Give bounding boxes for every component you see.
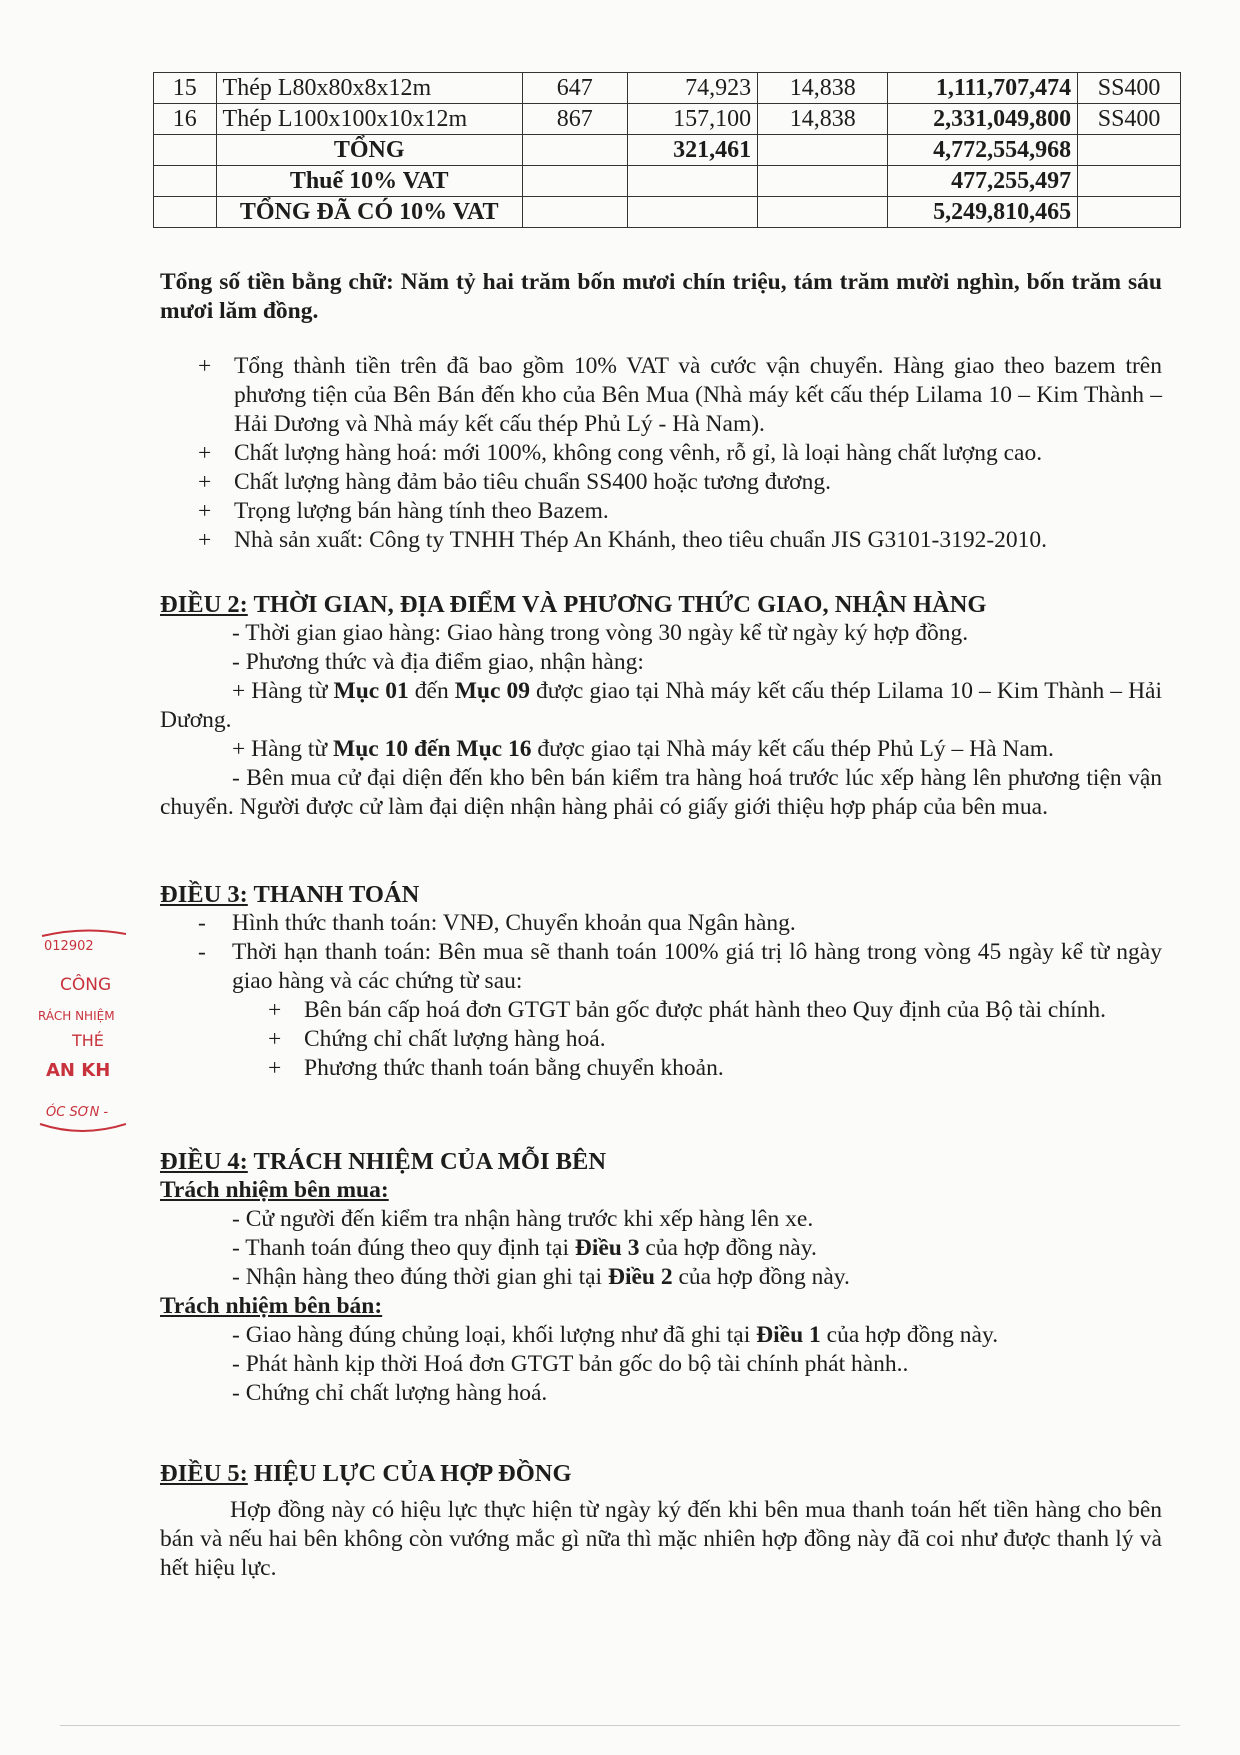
page-divider [60, 1725, 1180, 1726]
list-item: + Trọng lượng bán hàng tính theo Bazem. [198, 498, 609, 524]
buyer-responsibility-title: Trách nhiệm bên mua: [160, 1177, 389, 1203]
total-amount: 4,772,554,968 [888, 135, 1078, 166]
item-standard: SS400 [1078, 104, 1181, 135]
table-row [154, 73, 1181, 104]
list-item: + Chất lượng hàng đảm bảo tiêu chuẩn SS400 hoặc tương đương. [198, 469, 831, 495]
row-number: 16 [154, 104, 217, 135]
article-5-heading: ĐIỀU 5: HIỆU LỰC CỦA HỢP ĐỒNG [160, 1460, 572, 1487]
vat-label: Thuế 10% VAT [216, 166, 522, 197]
row-number: 15 [154, 73, 217, 104]
svg-text:CÔNG: CÔNG [60, 975, 112, 995]
item-name: Thép L80x80x8x12m [216, 73, 522, 104]
grand-total-label: TỔNG ĐÃ CÓ 10% VAT [216, 197, 522, 228]
list-item: + Phương thức thanh toán bằng chuyển khoản. [268, 1055, 724, 1081]
article-4-heading: ĐIỀU 4: TRÁCH NHIỆM CỦA MỖI BÊN [160, 1148, 607, 1175]
item-amount: 1,111,707,474 [888, 73, 1078, 104]
list-item: - Thời hạn thanh toán: Bên mua sẽ thanh toán 100% giá trị lô hàng trong vòng 45 ngày kể từ ngày giao hàng và các chứng từ sau: [198, 939, 1162, 994]
total-weight: 321,461 [627, 135, 757, 166]
list-item: + Bên bán cấp hoá đơn GTGT bản gốc được phát hành theo Quy định của Bộ tài chính. [268, 997, 1107, 1023]
seller-responsibility-title: Trách nhiệm bên bán: [160, 1293, 383, 1319]
total-row [154, 135, 1181, 166]
item-standard: SS400 [1078, 73, 1181, 104]
article-2-heading: ĐIỀU 2: THỜI GIAN, ĐỊA ĐIỂM VÀ PHƯƠNG THỨC GIAO, NHẬN HÀNG [160, 591, 987, 618]
article-3-heading: ĐIỀU 3: THANH TOÁN [160, 881, 420, 908]
company-stamp [34, 928, 126, 1138]
svg-text:AN KH: AN KH [46, 1060, 111, 1081]
amount-in-words: Tổng số tiền bằng chữ: Năm tỷ hai trăm bốn mươi chín triệu, tám trăm mười nghìn, bốn trăm sáu mươi lăm đồng. [160, 269, 1162, 324]
svg-text:ÓC SƠN -: ÓC SƠN - [46, 1105, 109, 1120]
goods-table [153, 72, 1181, 228]
svg-text:012902: 012902 [44, 939, 94, 954]
article-4: ĐIỀU 4: TRÁCH NHIỆM CỦA MỖI BÊN Trách nhiệm bên mua: - Cử người đến kiểm tra nhận hàng trước khi xếp hàng lên xe. - Thanh toán đúng theo quy định tại Điều 3 của hợp đồng này. - Nhận hàng theo đúng thời gian ghi tại Điều 2 của hợp đồng này. Trách nhiệm bên bán: - Giao hàng đúng chủng loại, khối lượng như đã ghi tại Điều 1 của hợp đồng này. - Phát hành kịp thời Hoá đơn GTGT bản gốc do bộ tài chính phát hành.. - Chứng chỉ chất lượng hàng hoá. [160, 1147, 1162, 1408]
grand-total-amount: 5,249,810,465 [888, 197, 1078, 228]
item-quantity: 867 [522, 104, 627, 135]
item-weight: 74,923 [627, 73, 757, 104]
vat-row [154, 166, 1181, 197]
table-row [154, 104, 1181, 135]
article-5: ĐIỀU 5: HIỆU LỰC CỦA HỢP ĐỒNG Hợp đồng này có hiệu lực thực hiện từ ngày ký đến khi bên mua thanh toán hết tiền hàng cho bên bán và nếu hai bên không còn vướng mắc gì nữa thì mặc nhiên hợp đồng này đã coi như được thanh lý và hết hiệu lực. [160, 1460, 1162, 1581]
list-item: + Tổng thành tiền trên đã bao gồm 10% VAT và cước vận chuyển. Hàng giao theo bazem trên phương tiện của Bên Bán đến kho của Bên Mua (Nhà máy kết cấu thép Lilama 10 – Kim Thành – Hải Dương và Nhà máy kết cấu thép Phủ Lý - Hà Nam). [198, 353, 1162, 437]
item-amount: 2,331,049,800 [888, 104, 1078, 135]
svg-text:THÉ: THÉ [72, 1031, 104, 1050]
grand-total-row [154, 197, 1181, 228]
notes-list [160, 352, 1162, 555]
total-label: TỔNG [216, 135, 522, 166]
item-weight: 157,100 [627, 104, 757, 135]
list-item: + Chất lượng hàng hoá: mới 100%, không cong vênh, rỗ gỉ, là loại hàng chất lượng cao. [198, 440, 1043, 466]
list-item: - Hình thức thanh toán: VNĐ, Chuyển khoản qua Ngân hàng. [198, 910, 796, 936]
svg-text:RÁCH NHIỆM: RÁCH NHIỆM [38, 1009, 115, 1023]
item-unit-price: 14,838 [758, 104, 888, 135]
vat-amount: 477,255,497 [888, 166, 1078, 197]
item-name: Thép L100x100x10x12m [216, 104, 522, 135]
article-3 [160, 880, 1162, 1083]
item-quantity: 647 [522, 73, 627, 104]
article-2: ĐIỀU 2: THỜI GIAN, ĐỊA ĐIỂM VÀ PHƯƠNG THỨC GIAO, NHẬN HÀNG - Thời gian giao hàng: Giao hàng trong vòng 30 ngày kể từ ngày ký hợp đồng. - Phương thức và địa điểm giao, nhận hàng: + Hàng từ Mục 01 đến Mục 09 được giao tại Nhà máy kết cấu thép Lilama 10 – Kim Thành – Hải Dương. + Hàng từ Mục 10 đến Mục 16 được giao tại Nhà máy kết cấu thép Phủ Lý – Hà Nam. - Bên mua cử đại diện đến kho bên bán kiểm tra hàng hoá trước lúc xếp hàng lên phương tiện vận chuyển. Người được cử làm đại diện nhận hàng phải có giấy giới thiệu hợp pháp của bên mua. [160, 591, 1163, 820]
list-item: + Chứng chỉ chất lượng hàng hoá. [268, 1026, 606, 1052]
list-item: + Nhà sản xuất: Công ty TNHH Thép An Khánh, theo tiêu chuẩn JIS G3101-3192-2010. [198, 527, 1048, 553]
item-unit-price: 14,838 [758, 73, 888, 104]
